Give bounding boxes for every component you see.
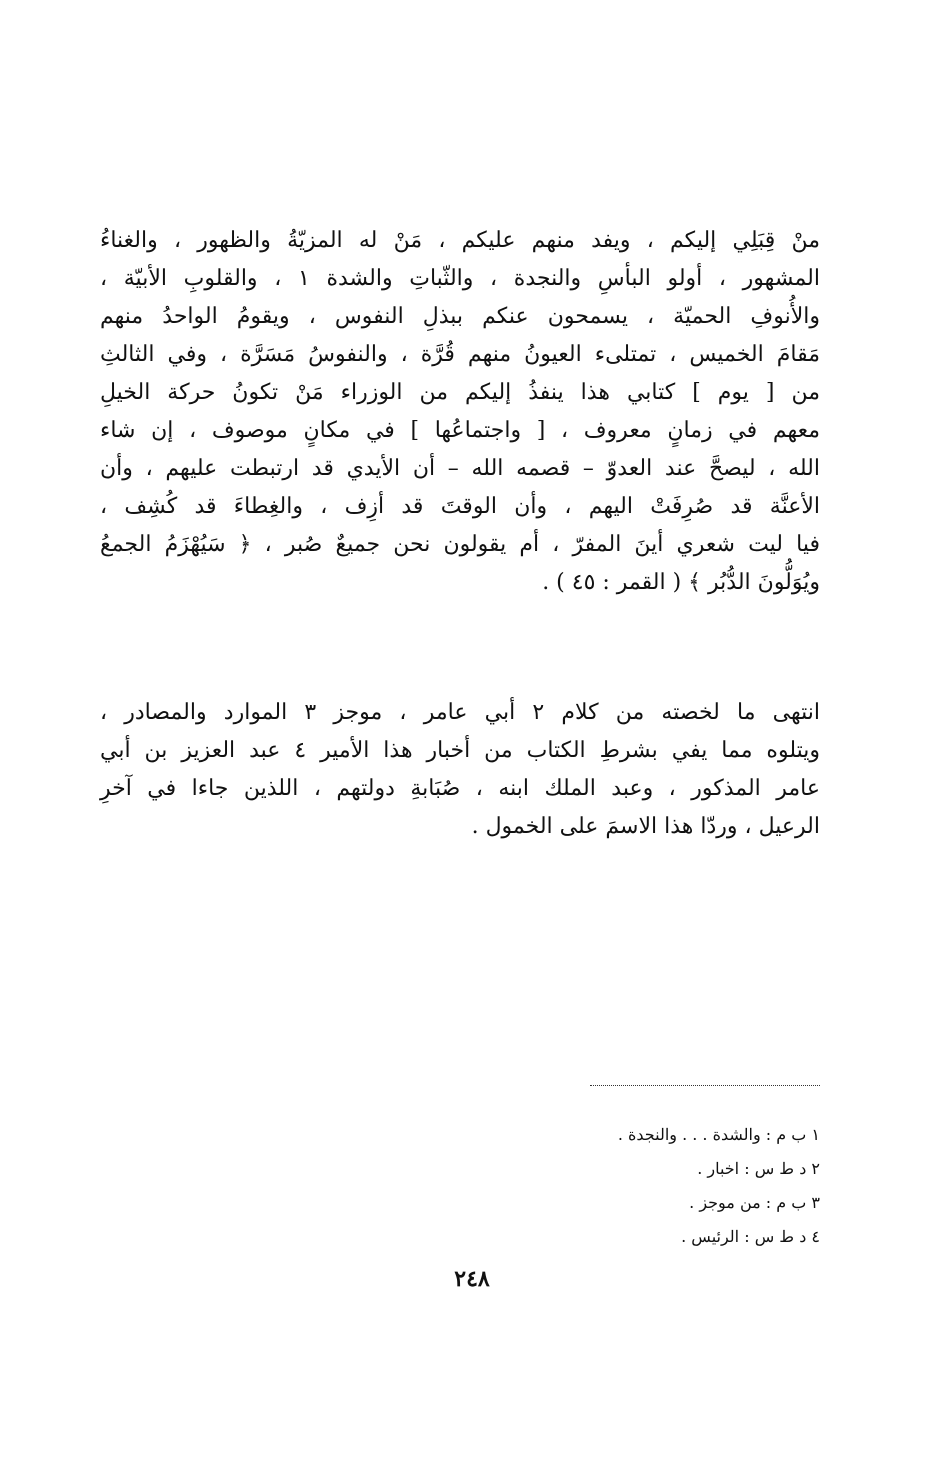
footnote-separator — [590, 1085, 820, 1086]
footnote-3: ٣ ب م : من موجز . — [689, 1193, 820, 1212]
text-line: من [ يوم ] كتابي هذا ينفذُ إليكم من الوزراء مَنْ تكونُ حركة الخيلِ — [100, 380, 820, 405]
footnote-1: ١ ب م : والشدة . . . والنجدة . — [617, 1125, 820, 1144]
text-line: عامر المذكور ، وعبد الملك ابنه ، صُبَابةِ دولتهم ، اللذين جاءا في آخرِ — [100, 776, 820, 801]
text-line: الله ، ليصحَّ عند العدوّ – قصمه الله – أن الأيدي قد ارتبطت عليهم ، وأن — [100, 456, 820, 481]
footnotes — [380, 1118, 820, 1254]
paragraph-2 — [100, 694, 820, 846]
page-number: ٢٤٨ — [454, 1266, 490, 1292]
text-line: منْ قِبَلِي إليكم ، ويفد منهم عليكم ، مَنْ له المزيّةُ والظهور ، والغناءُ — [100, 228, 820, 253]
text-line: والأُنوفِ الحميّة ، يسمحون عنكم ببذلِ النفوس ، ويقومُ الواحدُ منهم — [100, 304, 820, 329]
footnote-4: ٤ د ط س : الرئيس . — [681, 1227, 820, 1246]
text-line: المشهور ، أولو البأسِ والنجدة ، والثّباتِ والشدة ١ ، والقلوبِ الأبيّة ، — [100, 266, 820, 291]
text-line: الرعيل ، وردّا هذا الاسمَ على الخمول . — [471, 814, 820, 839]
text-line: معهم في زمانٍ معروف ، [ واجتماعُها ] في مكانٍ موصوف ، إن شاء — [100, 418, 820, 443]
text-line: الأعنَّة قد صُرِفَتْ اليهم ، وأن الوقتَ قد أزِف ، والغِطاءَ قد كُشِف ، — [100, 494, 820, 519]
text-line: ويُوَلُّونَ الدُّبُر ﴾ ( القمر : ٤٥ ) . — [542, 570, 820, 595]
paragraph-1 — [100, 222, 820, 602]
footnote-2: ٢ د ط س : اخبار . — [697, 1159, 820, 1178]
text-line: مَقامَ الخميس ، تمتلىء العيونُ منهم قُرَّة ، والنفوسُ مَسَرَّة ، وفي الثالثِ — [100, 342, 820, 367]
text-line: انتهى ما لخصته من كلام ٢ أبي عامر ، موجز ٣ الموارد والمصادر ، — [100, 700, 821, 725]
text-line: فيا ليت شعري أينَ المفرّ ، أم يقولون نحن جميعٌ صُبر ، ﴿ سَيُهْزَمُ الجمعُ — [100, 532, 820, 557]
text-line: ويتلوه مما يفي بشرطِ الكتاب من أخبار هذا الأمير ٤ عبد العزيز بن أبي — [100, 738, 820, 763]
